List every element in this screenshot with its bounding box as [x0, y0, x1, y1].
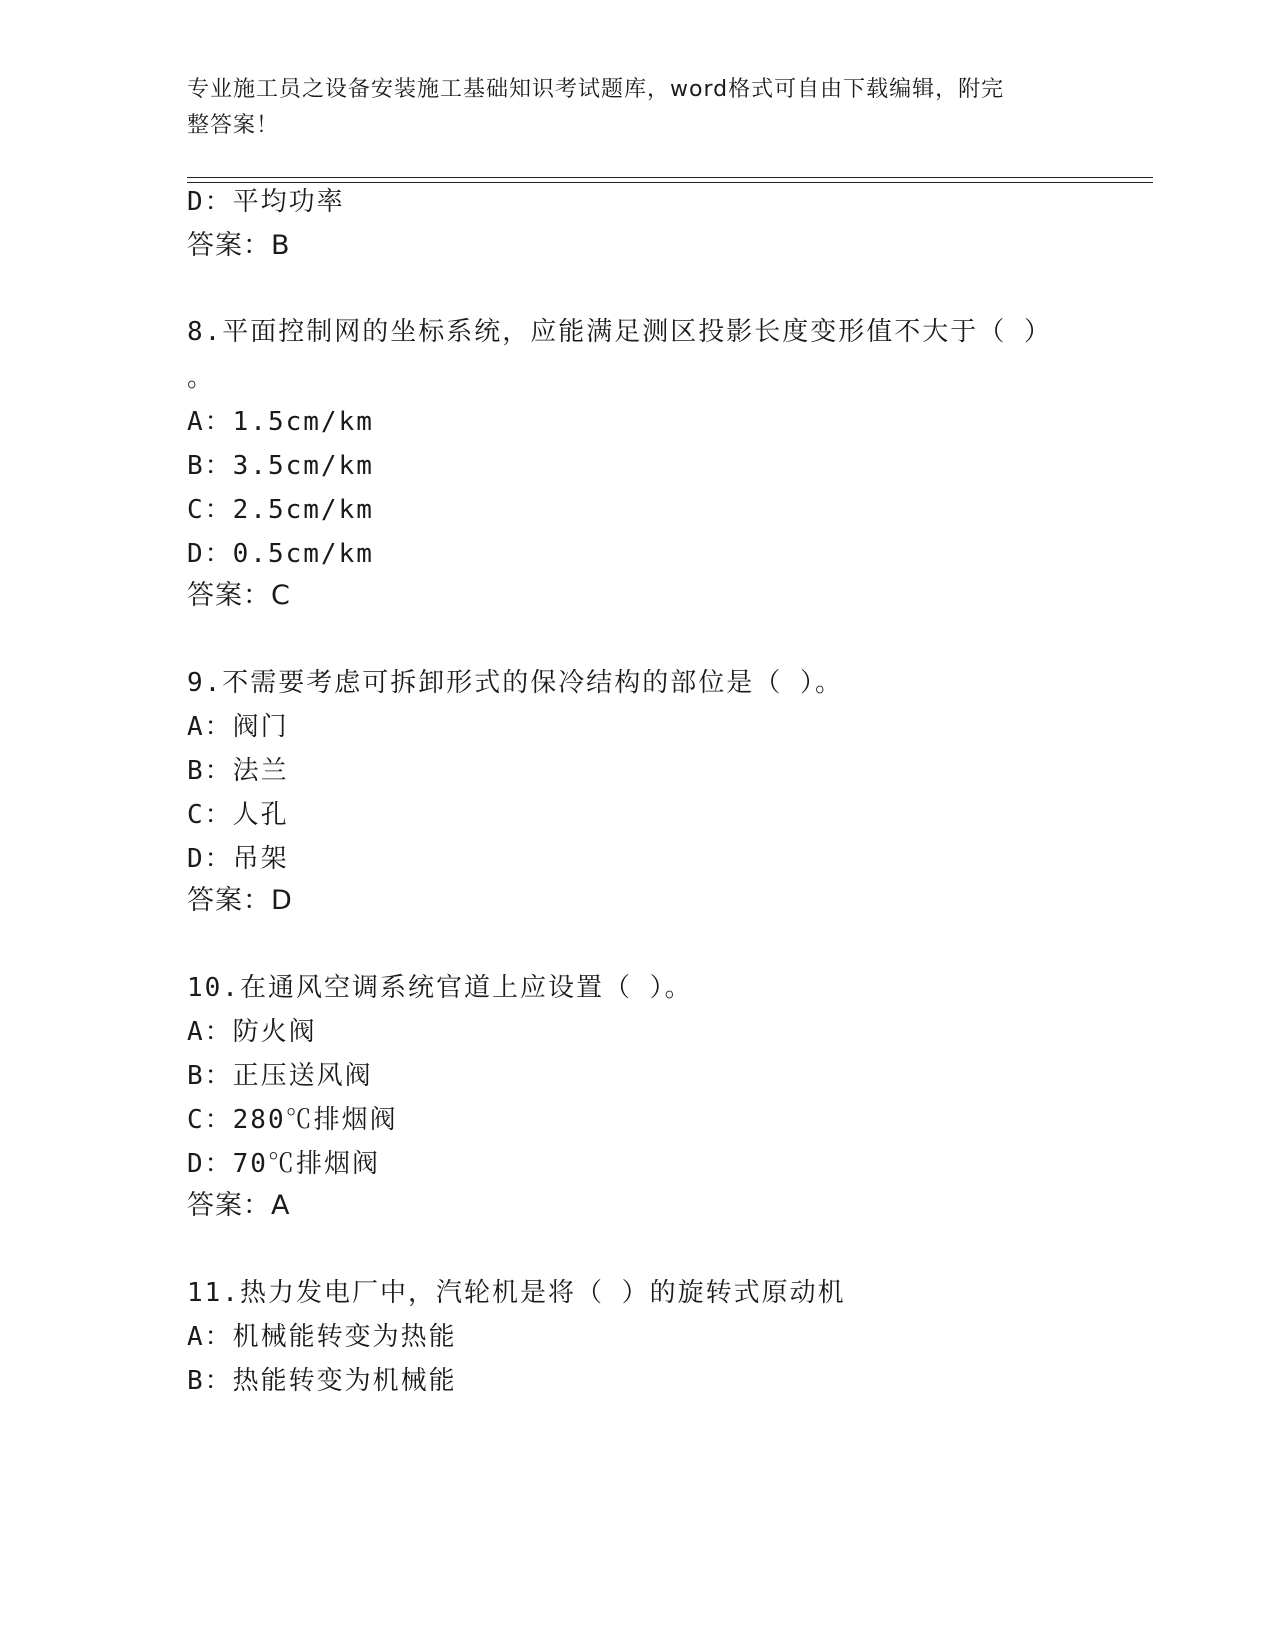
q8-stem: 8.平面控制网的坐标系统，应能满足测区投影长度变形值不大于（ ）	[187, 317, 1052, 347]
q11-option-a: A：机械能转变为热能	[187, 1322, 457, 1352]
q8-answer: 答案：C	[187, 580, 291, 611]
prev-option-d: D：平均功率	[187, 187, 345, 217]
q9-answer: 答案：D	[187, 885, 293, 916]
header-line-2: 整答案！	[187, 113, 280, 138]
q9-option-d: D：吊架	[187, 844, 289, 874]
q8-option-d: D：0.5cm/km	[187, 539, 374, 569]
q10-option-b: B：正压送风阀	[187, 1061, 373, 1091]
q9-stem: 9.不需要考虑可拆卸形式的保冷结构的部位是（ ）。	[187, 668, 843, 698]
prev-answer: 答案：B	[187, 230, 291, 261]
q10-stem: 10.在通风空调系统官道上应设置（ ）。	[187, 973, 693, 1003]
header-divider-top	[187, 177, 1153, 178]
document-header	[187, 72, 1067, 144]
q9-option-b: B：法兰	[187, 756, 289, 786]
q8-stem-cont: 。	[187, 363, 216, 393]
header-line-1: 专业施工员之设备安装施工基础知识考试题库，word格式可自由下载编辑，附完	[187, 77, 1005, 102]
q10-answer: 答案：A	[187, 1190, 291, 1221]
q10-option-c: C：280℃排烟阀	[187, 1105, 398, 1135]
q8-option-c: C：2.5cm/km	[187, 495, 374, 525]
q8-option-b: B：3.5cm/km	[187, 451, 374, 481]
q8-option-a: A：1.5cm/km	[187, 407, 374, 437]
q9-option-c: C：人孔	[187, 800, 289, 830]
q10-option-d: D：70℃排烟阀	[187, 1149, 380, 1179]
q9-option-a: A：阀门	[187, 712, 289, 742]
q11-option-b: B：热能转变为机械能	[187, 1366, 457, 1396]
header-divider-bottom	[187, 182, 1153, 183]
q10-option-a: A：防火阀	[187, 1017, 317, 1047]
q11-stem: 11.热力发电厂中，汽轮机是将（ ）的旋转式原动机	[187, 1278, 846, 1308]
